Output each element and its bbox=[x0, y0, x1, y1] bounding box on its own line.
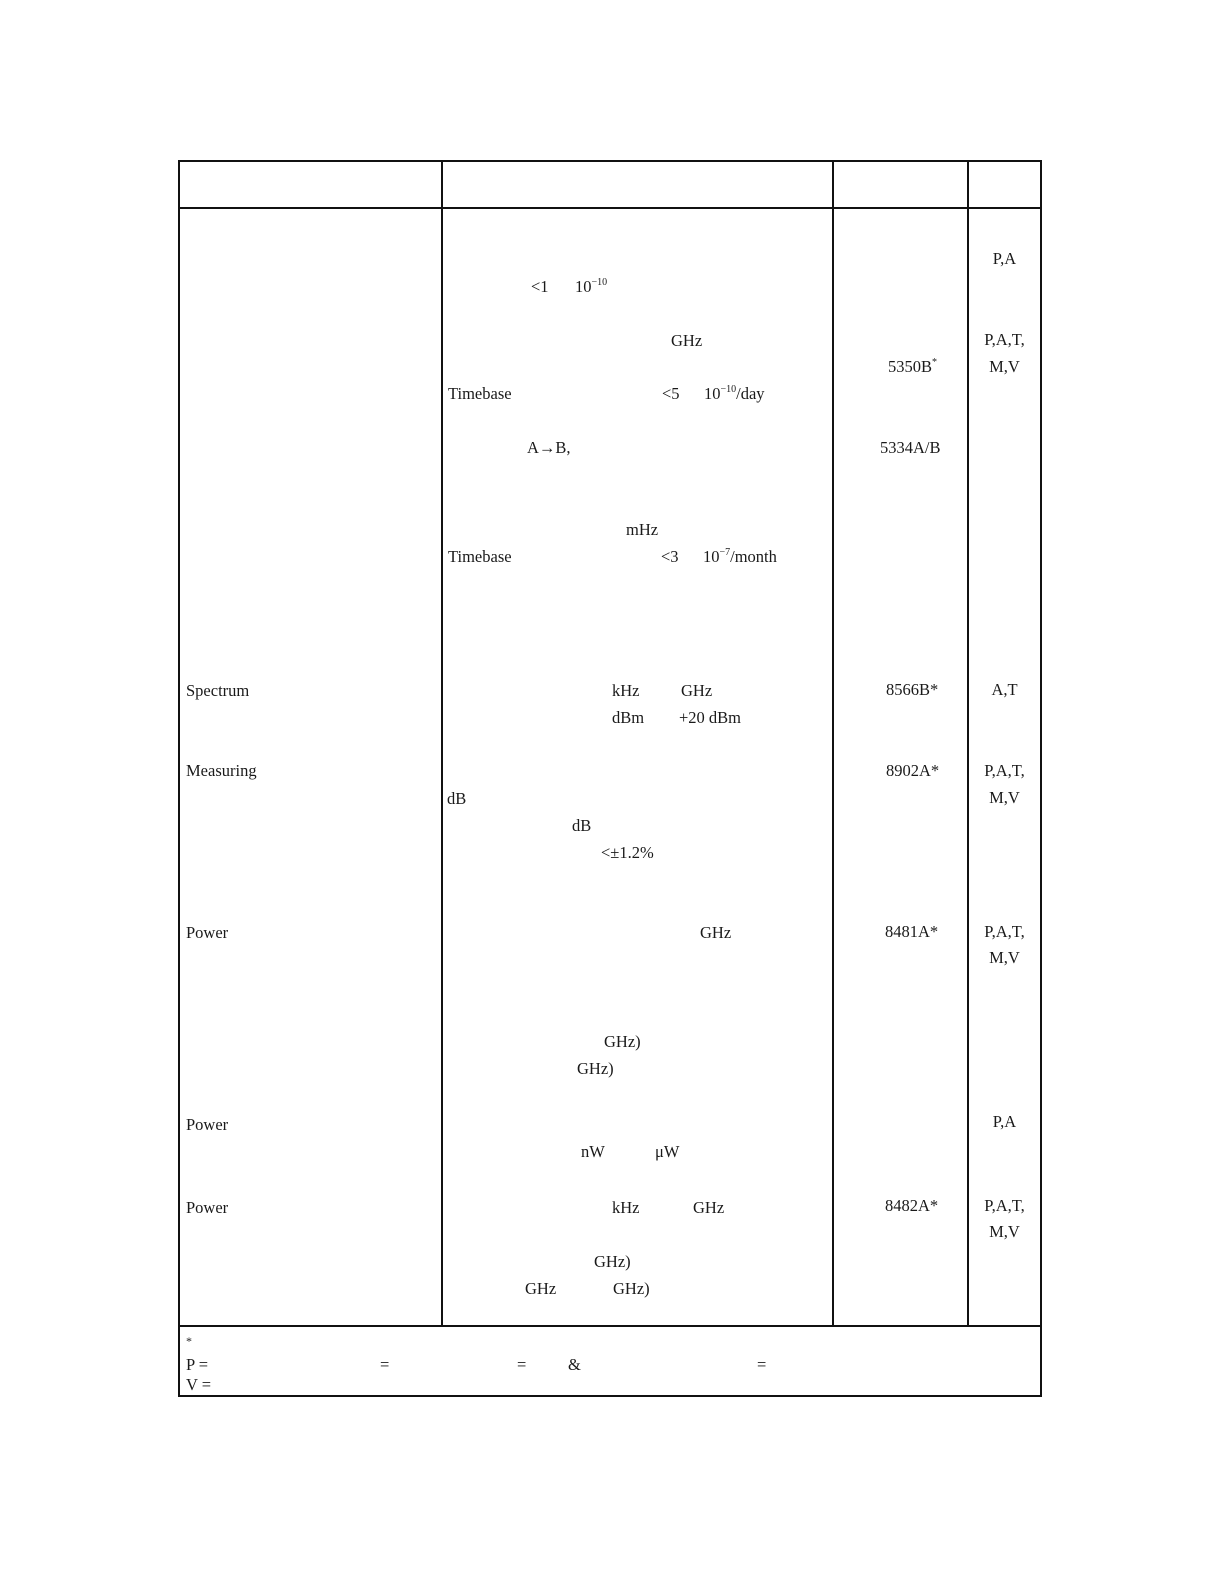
footnote-mark: * bbox=[186, 1334, 192, 1348]
use-code-6: P,A bbox=[992, 1112, 1017, 1131]
use-code-4b: M,V bbox=[989, 788, 1020, 807]
col-divider-1 bbox=[441, 160, 443, 1327]
legend-amp: & bbox=[568, 1355, 581, 1374]
spec-db-1: dB bbox=[447, 789, 467, 808]
spec-sensor-ghz: GHz bbox=[700, 923, 732, 942]
model-8481a: 8481A* bbox=[885, 922, 939, 941]
legend-v-eq: V = bbox=[186, 1375, 212, 1394]
exp-power: −10 bbox=[720, 384, 737, 395]
exp-base: 10 bbox=[575, 277, 592, 296]
exp-base: 10 bbox=[703, 547, 720, 566]
use-code-5a: P,A,T, bbox=[984, 922, 1025, 941]
spec-sensor2-ghz: GHz bbox=[693, 1198, 725, 1217]
left-border bbox=[178, 160, 180, 1397]
spec-stability-lt: <1 bbox=[531, 277, 549, 296]
header-bottom-rule bbox=[178, 207, 1042, 209]
instrument-power-label-1: Power bbox=[186, 923, 229, 942]
use-code-5b: M,V bbox=[989, 948, 1020, 967]
legend-eq-2: = bbox=[517, 1355, 527, 1374]
table-top-border bbox=[178, 160, 1042, 162]
model-8566b: 8566B* bbox=[886, 680, 939, 699]
spec-mhz: mHz bbox=[626, 520, 659, 539]
model-5334ab: 5334A/B bbox=[880, 438, 941, 457]
use-code-4a: P,A,T, bbox=[984, 761, 1025, 780]
spec-a-to-b: A→B, bbox=[527, 438, 571, 457]
spec-sensor2-khz: kHz bbox=[612, 1198, 640, 1217]
use-code-1: P,A bbox=[992, 249, 1017, 268]
spec-timebase-aging-2 bbox=[703, 547, 777, 567]
legend-eq-3: = bbox=[757, 1355, 767, 1374]
spec-db-2: dB bbox=[572, 816, 592, 835]
spec-accuracy-pct: <±1.2% bbox=[601, 843, 654, 862]
spec-timebase-lt-2: <3 bbox=[661, 547, 679, 566]
instrument-power-label-2: Power bbox=[186, 1115, 229, 1134]
use-code-7a: P,A,T, bbox=[984, 1196, 1025, 1215]
use-code-2b: M,V bbox=[989, 357, 1020, 376]
model-5350b bbox=[888, 357, 937, 377]
spec-timebase-aging-1 bbox=[704, 384, 765, 404]
table-bottom-border bbox=[178, 1395, 1042, 1397]
legend-eq-1: = bbox=[380, 1355, 390, 1374]
use-code-2a: P,A,T, bbox=[984, 330, 1025, 349]
right-border bbox=[1040, 160, 1042, 1397]
spec-range-ghz: GHz bbox=[681, 681, 713, 700]
exp-power: −7 bbox=[719, 547, 731, 558]
spec-sensor2-ghz-4: GHz) bbox=[613, 1279, 650, 1298]
spec-timebase-lt-1: <5 bbox=[662, 384, 680, 403]
spec-sensor-ghz-2: GHz) bbox=[604, 1032, 641, 1051]
spec-timebase-label-1: Timebase bbox=[448, 384, 512, 403]
spec-sensor-ghz-3: GHz) bbox=[577, 1059, 614, 1078]
exp-base: 10 bbox=[704, 384, 721, 403]
spec-timebase-label-2: Timebase bbox=[448, 547, 512, 566]
spec-range-khz: kHz bbox=[612, 681, 640, 700]
spec-sensor2-ghz-3: GHz bbox=[525, 1279, 557, 1298]
instrument-measuring-label: Measuring bbox=[186, 761, 257, 780]
spec-sensor2-ghz-2: GHz) bbox=[594, 1252, 631, 1271]
model-star: * bbox=[932, 357, 938, 368]
use-code-3: A,T bbox=[991, 680, 1018, 699]
spec-stability-exponent bbox=[575, 277, 607, 297]
spec-power-nw: nW bbox=[581, 1142, 605, 1161]
model-number: 5350B bbox=[888, 357, 933, 376]
aging-unit: /month bbox=[730, 547, 777, 566]
model-8902a: 8902A* bbox=[886, 761, 940, 780]
use-code-7b: M,V bbox=[989, 1222, 1020, 1241]
legend-p-eq: P = bbox=[186, 1355, 208, 1374]
exp-power: −10 bbox=[591, 277, 608, 288]
spec-level-max-dbm: +20 dBm bbox=[679, 708, 742, 727]
instrument-power-label-3: Power bbox=[186, 1198, 229, 1217]
instrument-spectrum-label: Spectrum bbox=[186, 681, 250, 700]
spec-level-dbm: dBm bbox=[612, 708, 645, 727]
spec-power-uw: μW bbox=[655, 1142, 680, 1161]
aging-unit: /day bbox=[736, 384, 765, 403]
body-bottom-rule bbox=[178, 1325, 1042, 1327]
col-divider-2 bbox=[832, 160, 834, 1327]
spec-freq-ghz: GHz bbox=[671, 331, 703, 350]
model-8482a: 8482A* bbox=[885, 1196, 939, 1215]
